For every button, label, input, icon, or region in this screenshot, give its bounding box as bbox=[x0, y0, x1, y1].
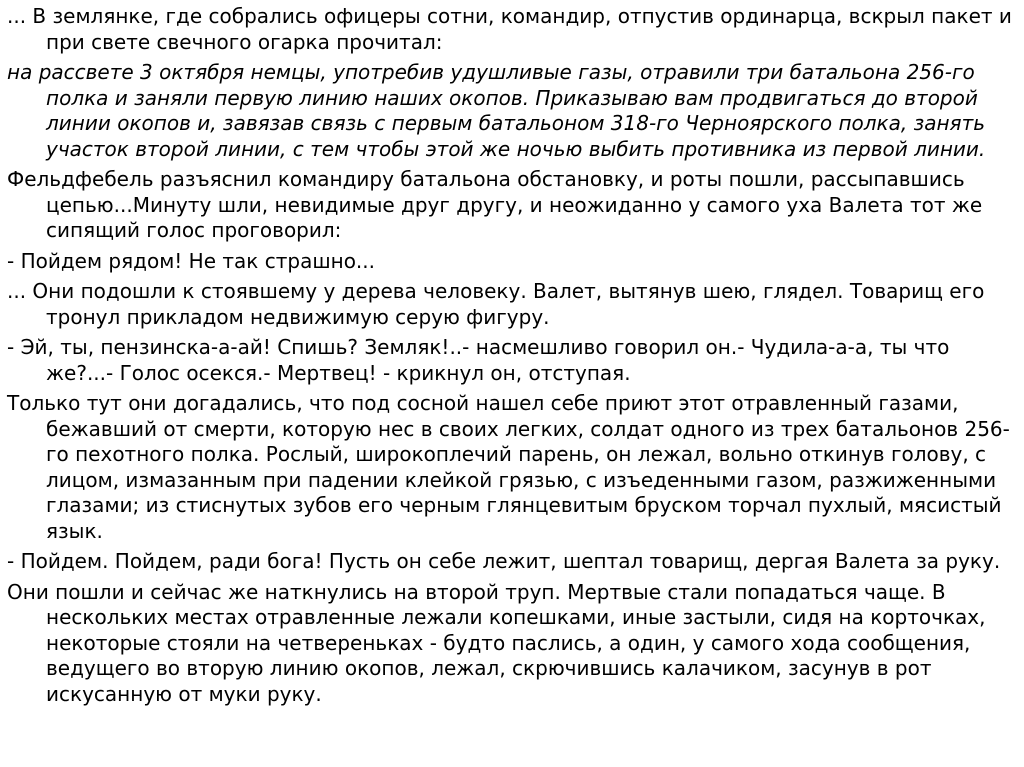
paragraph-1: ... В землянке, где собрались офицеры сотни, командир, отпустив ординарца, вскрыл пакет и при свете свечного огарка прочитал: bbox=[7, 4, 1012, 54]
paragraph-2-order: на рассвете 3 октября немцы, употребив удушливые газы, отравили три батальона 256-го полка и заняли первую линию наших окопов. Приказываю вам продвигаться до второй линии окопов и, завязав связь с первым батальоном 318-го Черноярского полка, занять участок второй линии, с тем чтобы этой же ночью выбить противника из первой линии. bbox=[7, 60, 986, 161]
paragraph-7: Только тут они догадались, что под сосной нашел себе приют этот отравленный газами, бежавший от смерти, которую нес в своих легких, солдат одного из трех батальонов 256-го пехотного полка. Рослый, широкоплечий парень, он лежал, вольно откинув голову, с лицом, измазанным при падении клейкой грязью, с изъеденными газом, разжиженными глазами; из стиснутых зубов его черным глянцевитым бруском торчал пухлый, мясистый язык. bbox=[7, 391, 1010, 543]
paragraph-4: - Пойдем рядом! Не так страшно... bbox=[7, 248, 376, 273]
paragraph-5: ... Они подошли к стоявшему у дерева человеку. Валет, вытянув шею, глядел. Товарищ его тронул прикладом недвижимую серую фигуру. bbox=[7, 279, 985, 329]
text-body bbox=[7, 4, 1017, 712]
paragraph-8: - Пойдем. Пойдем, ради бога! Пусть он себе лежит, шептал товарищ, дергая Валета за руку. bbox=[7, 549, 1001, 573]
paragraph-3: Фельдфебель разъяснил командиру батальона обстановку, и роты пошли, рассыпавшись цепью...Минуту шли, невидимые друг другу, и неожиданно у самого уха Валета тот же сипящий голос проговорил: bbox=[7, 167, 983, 242]
paragraph-6: - Эй, ты, пензинска-а-ай! Спишь? Земляк!..- насмешливо говорил он.- Чудила-а-а, ты что же?...- Голос осекся.- Мертвец! - крикнул он, отступая. bbox=[7, 335, 950, 385]
paragraph-9: Они пошли и сейчас же наткнулись на второй труп. Мертвые стали попадаться чаще. В нескольких местах отравленные лежали копешками, иные застыли, сидя на корточках, некоторые стояли на четвереньках - будто паслись, а один, у самого хода сообщения, ведущего во вторую линию окопов, лежал, скрючившись калачиком, засунув в рот искусанную от муки руку. bbox=[7, 579, 986, 706]
